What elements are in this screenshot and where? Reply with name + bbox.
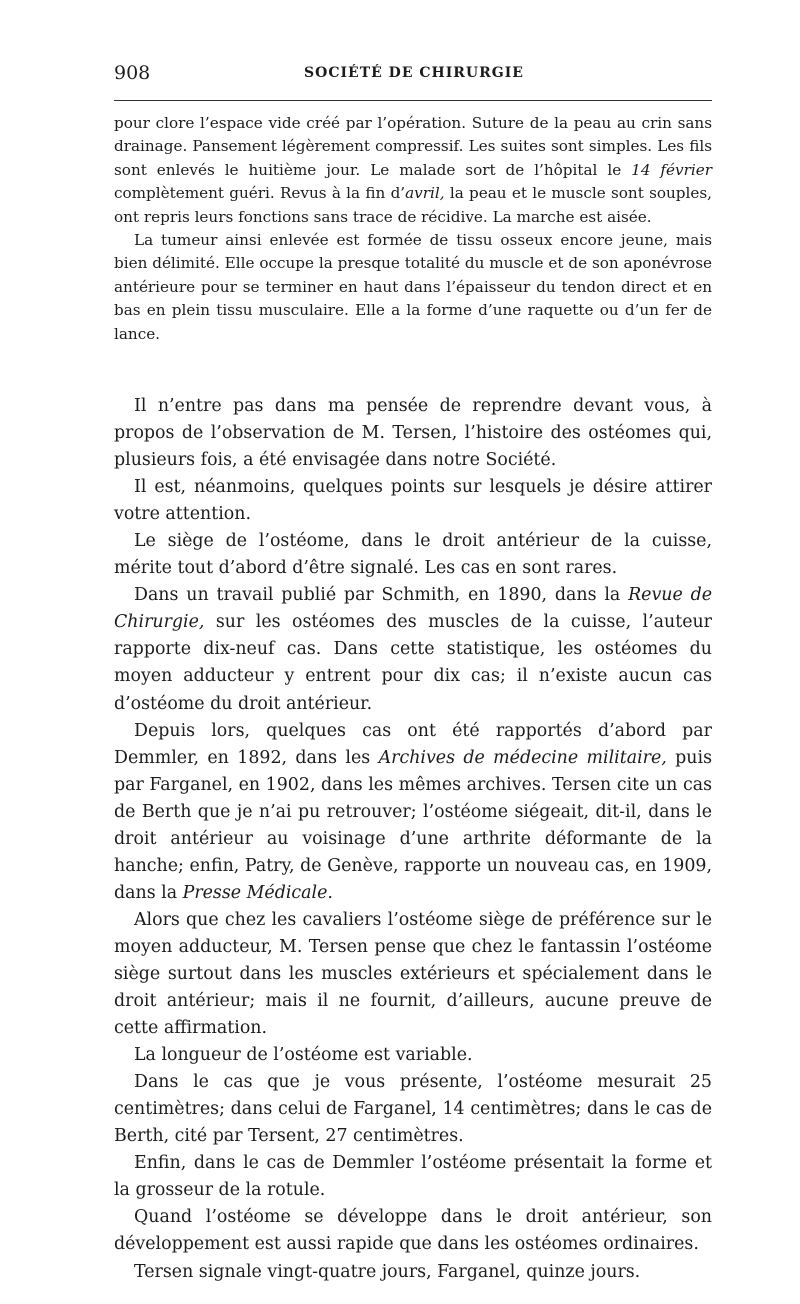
discussion-paragraph-2: Il est, néanmoins, quelques points sur lesquels je désire attirer votre attention. [114,477,712,525]
observation-paragraph-2: La tumeur ainsi enlevée est formée de tissu osseux encore jeune, mais bien délimité. Elle occupe la presque totalité du muscle et de son aponévrose antérieure pour se terminer en haut dans l’épaisseur du tendon direct et en bas en plein tissu musculaire. Elle a la forme d’une raquette ou d’un fer de lance. [114,231,712,343]
observation-paragraph-1: pour clore l’espace vide créé par l’opération. Suture de la peau au crin sans drainage. Pansement légèrement compressif. Les suites sont simples. Les fils sont enlevés le huitième jour. Le malade sort de l’hôpital le 14 février complètement guéri. Revus à la fin d’avril, la peau et le muscle sont souples, ont repris leurs fonctions sans trace de récidive. La marche est aisée. [114,114,712,226]
discussion-paragraph-3: Le siège de l’ostéome, dans le droit antérieur de la cuisse, mérite tout d’abord d’être signalé. Les cas en sont rares. [114,531,712,579]
discussion-paragraph-7: La longueur de l’ostéome est variable. [134,1045,473,1066]
discussion-paragraph-5: Depuis lors, quelques cas ont été rapportés d’abord par Demmler, en 1892, dans les Archives de médecine militaire, puis par Farganel, en 1902, dans les mêmes archives. Tersen cite un cas de Berth que je n’ai pu retrouver; l’ostéome siégeait, dit-il, dans le droit antérieur au voisinage d’une arthrite déformante de la hanche; enfin, Patry, de Genève, rapporte un nouveau cas, en 1909, dans la Presse Médicale. [114,720,712,903]
discussion-paragraph-10: Quand l’ostéome se développe dans le droit antérieur, son développement est aussi rapide que dans les ostéomes ordinaires. [114,1207,712,1255]
discussion-paragraph-6: Alors que chez les cavaliers l’ostéome siège de préférence sur le moyen adducteur, M. Tersen pense que chez le fantassin l’ostéome siège surtout dans les muscles extérieurs et spécialement dans le droit antérieur; mais il ne fournit, d’ailleurs, aucune preuve de cette affirmation. [114,909,712,1039]
page-number: 908 [114,62,151,84]
discussion-paragraph-11: Tersen signale vingt-quatre jours, Farganel, quinze jours. [134,1261,641,1282]
observation-block [114,112,712,346]
discussion-paragraph-4: Dans un travail publié par Schmith, en 1890, dans la Revue de Chirurgie, sur les ostéomes des muscles de la cuisse, l’auteur rapporte dix-neuf cas. Dans cette statistique, les ostéomes du moyen adducteur y entrent pour dix cas; il n’existe aucun cas d’ostéome du droit antérieur. [114,585,712,714]
discussion-block [114,393,712,1286]
discussion-paragraph-8: Dans le cas que je vous présente, l’ostéome mesurait 25 centimètres; dans celui de Farganel, 14 centimètres; dans le cas de Berth, cité par Tersent, 27 centimètres. [114,1072,712,1147]
running-title: SOCIÉTÉ DE CHIRURGIE [304,65,524,81]
discussion-paragraph-1: Il n’entre pas dans ma pensée de reprendre devant vous, à propos de l’observation de M. Tersen, l’histoire des ostéomes qui, plusieurs fois, a été envisagée dans notre Société. [114,396,712,471]
header-rule [114,100,712,101]
discussion-paragraph-9: Enfin, dans le cas de Demmler l’ostéome présentait la forme et la grosseur de la rotule. [114,1153,712,1201]
running-header [114,62,714,86]
